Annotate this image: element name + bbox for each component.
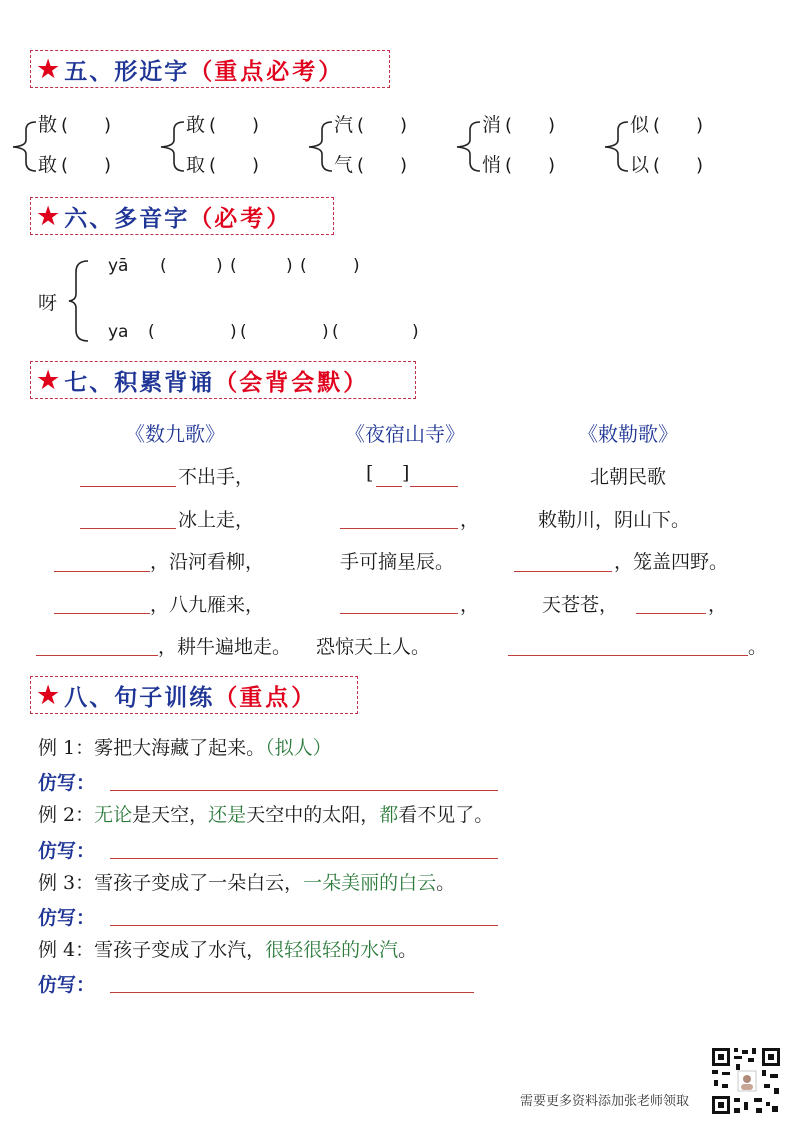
- fill-blank[interactable]: [80, 528, 176, 529]
- paren-open: (: [332, 322, 339, 342]
- paren-open: (: [160, 256, 167, 276]
- fill-blank[interactable]: [636, 613, 706, 614]
- author-bracket-open: [: [366, 462, 374, 484]
- similar-char-pair: [602, 110, 742, 182]
- keyword: 都: [379, 804, 399, 826]
- char-top: [482, 110, 555, 137]
- poem-punct: 。: [748, 636, 768, 658]
- example-text: 是天空，: [132, 804, 209, 826]
- fill-blank-author[interactable]: [376, 486, 402, 487]
- section-title: 七、积累背诵: [64, 368, 215, 396]
- char: 取: [186, 154, 206, 176]
- paren-close: ): [216, 256, 223, 276]
- poem-author: 北朝民歌: [590, 466, 667, 488]
- poem-line: 天苍苍，: [542, 594, 619, 616]
- char: 散: [38, 114, 58, 136]
- section-title: 五、形近字: [64, 57, 190, 85]
- example-prefix: 例 3：: [38, 872, 95, 894]
- paren-open: (: [240, 322, 247, 342]
- brace-icon: [454, 110, 484, 184]
- char-bottom: [630, 150, 703, 177]
- example-end: 。: [436, 872, 456, 894]
- paren-close: ): [230, 322, 237, 342]
- pinyin-reading-1: yā: [108, 256, 129, 276]
- char-top: [186, 110, 259, 137]
- example-green-text: 很轻很轻的水汽: [265, 939, 399, 961]
- fill-blank[interactable]: [54, 613, 150, 614]
- example-text: 天空中的太阳，: [246, 804, 380, 826]
- answer-paren[interactable]: ( ): [357, 155, 408, 176]
- char-bottom: [38, 150, 111, 177]
- char: 汽: [334, 114, 354, 136]
- paren-open: (: [230, 256, 237, 276]
- answer-paren[interactable]: ( ): [653, 115, 704, 136]
- similar-char-pair: [306, 110, 446, 182]
- brace-icon: [66, 258, 96, 344]
- example-prefix: 例 1：: [38, 737, 95, 759]
- similar-char-pair: [158, 110, 298, 182]
- char: 以: [630, 154, 650, 176]
- fill-blank[interactable]: [508, 655, 748, 656]
- char-top: [38, 110, 111, 137]
- example-green-text: 一朵美丽的白云: [303, 872, 437, 894]
- char: 似: [630, 114, 650, 136]
- polyphone-char: 呀: [38, 292, 58, 314]
- imitate-input-3[interactable]: [110, 925, 498, 926]
- fill-blank[interactable]: [36, 655, 158, 656]
- paren-close: ）: [343, 368, 369, 396]
- section-header-sentence-training: [30, 676, 358, 714]
- keyword: 还是: [208, 804, 247, 826]
- paren-open: （: [214, 683, 240, 711]
- example-4: [38, 935, 417, 962]
- example-prefix: 例 4：: [38, 939, 95, 961]
- paren-open: （: [189, 204, 215, 232]
- poem-punct: ，: [460, 509, 480, 531]
- poem-punct: ，: [708, 594, 728, 616]
- imitate-label: 仿写：: [38, 907, 96, 929]
- poem-line: 恐惊天上人。: [316, 636, 431, 658]
- paren-open: (: [300, 256, 307, 276]
- imitate-label: 仿写：: [38, 772, 96, 794]
- section-title: 六、多音字: [64, 204, 190, 232]
- example-note: （拟人）: [265, 737, 332, 759]
- fill-blank[interactable]: [340, 613, 458, 614]
- answer-paren[interactable]: ( ): [61, 115, 112, 136]
- imitate-input-2[interactable]: [110, 858, 498, 859]
- brace-icon: [158, 110, 188, 184]
- paren-close: ): [286, 256, 293, 276]
- pinyin-reading-2: ya: [108, 322, 129, 342]
- paren-close: ）: [291, 683, 317, 711]
- paren-open: （: [189, 57, 215, 85]
- imitate-input-4[interactable]: [110, 992, 474, 993]
- brace-icon: [306, 110, 336, 184]
- answer-paren[interactable]: ( ): [61, 155, 112, 176]
- answer-paren[interactable]: ( ): [357, 115, 408, 136]
- poem-line: ，耕牛遍地走。: [158, 636, 292, 658]
- paren-open: （: [214, 368, 240, 396]
- paren-close: ）: [318, 57, 344, 85]
- fill-blank[interactable]: [80, 486, 176, 487]
- brace-icon: [602, 110, 632, 184]
- section-note: 必考: [214, 204, 267, 232]
- char: 悄: [482, 154, 502, 176]
- section-note: 重点必考: [214, 57, 319, 85]
- example-text: 看不见了。: [398, 804, 494, 826]
- char-top: [630, 110, 703, 137]
- paren-close: ): [412, 322, 419, 342]
- poem-line: 手可摘星辰。: [340, 551, 455, 573]
- keyword: 无论: [94, 804, 133, 826]
- fill-blank-dynasty[interactable]: [410, 486, 458, 487]
- answer-paren[interactable]: ( ): [505, 115, 556, 136]
- star-icon: ★: [36, 53, 61, 85]
- paren-close: ): [353, 256, 360, 276]
- fill-blank[interactable]: [340, 528, 458, 529]
- example-text: 雪孩子变成了一朵白云，: [94, 872, 304, 894]
- brace-icon: [10, 110, 40, 184]
- answer-paren[interactable]: ( ): [653, 155, 704, 176]
- example-3: [38, 868, 455, 895]
- fill-blank[interactable]: [514, 571, 612, 572]
- fill-blank[interactable]: [54, 571, 150, 572]
- char: 气: [334, 154, 354, 176]
- paren-close: ): [322, 322, 329, 342]
- char-bottom: [334, 150, 407, 177]
- section-note: 重点: [239, 683, 292, 711]
- poem-punct: ，: [460, 594, 480, 616]
- char: 敢: [38, 154, 58, 176]
- poem-line: 不出手，: [178, 466, 255, 488]
- poem-line: ，八九雁来，: [150, 594, 265, 616]
- similar-char-pair: [10, 110, 150, 182]
- section-header-recitation: [30, 361, 416, 399]
- poem-line: ，笼盖四野。: [614, 551, 729, 573]
- example-text: 雾把大海藏了起来。: [94, 737, 266, 759]
- section-header-polyphone: [30, 197, 334, 235]
- poem-title-chilege: 《敕勒歌》: [578, 422, 678, 446]
- section-title: 八、句子训练: [64, 683, 215, 711]
- paren-open: (: [148, 322, 155, 342]
- poem-title-yesushansi: 《夜宿山寺》: [345, 422, 465, 446]
- example-end: 。: [398, 939, 418, 961]
- answer-paren[interactable]: ( ): [209, 115, 260, 136]
- example-2: [38, 800, 493, 827]
- char: 敢: [186, 114, 206, 136]
- example-prefix: 例 2：: [38, 804, 95, 826]
- poem-line: ，沿河看柳，: [150, 551, 265, 573]
- star-icon: ★: [36, 200, 61, 232]
- poem-line: 敕勒川，阴山下。: [538, 509, 691, 531]
- example-1: [38, 733, 332, 760]
- example-text: 雪孩子变成了水汽，: [94, 939, 266, 961]
- answer-paren[interactable]: ( ): [209, 155, 260, 176]
- imitate-label: 仿写：: [38, 974, 96, 996]
- similar-char-pair: [454, 110, 594, 182]
- section-header-similar-chars: [30, 50, 390, 88]
- qr-code-icon: [710, 1046, 782, 1116]
- poem-title-shujiuge: 《数九歌》: [125, 422, 225, 446]
- imitate-label: 仿写：: [38, 840, 96, 862]
- char-bottom: [186, 150, 259, 177]
- star-icon: ★: [36, 679, 61, 711]
- char: 消: [482, 114, 502, 136]
- imitate-input-1[interactable]: [110, 790, 498, 791]
- answer-paren[interactable]: ( ): [505, 155, 556, 176]
- paren-close: ）: [266, 204, 292, 232]
- poem-line: 冰上走，: [178, 509, 255, 531]
- char-bottom: [482, 150, 555, 177]
- star-icon: ★: [36, 364, 61, 396]
- char-top: [334, 110, 407, 137]
- author-bracket-close: ]: [402, 462, 410, 484]
- section-note: 会背会默: [239, 368, 344, 396]
- footer-note: 需要更多资料添加张老师领取: [520, 1094, 690, 1109]
